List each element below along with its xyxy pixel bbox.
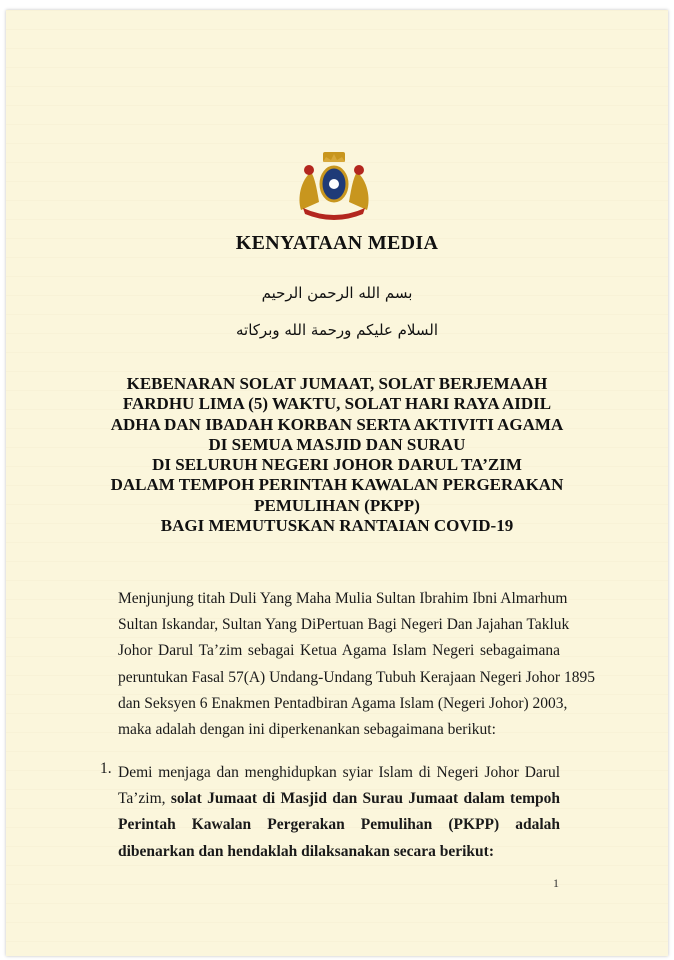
page-number: 1 (553, 876, 559, 890)
list-line-bold: solat Jumaat di Masjid dan Surau Jumaat dalam tempoh (170, 790, 561, 808)
heading-line: ADHA DAN IBADAH KORBAN SERTA AKTIVITI AGAMA (110, 414, 564, 434)
list-item-number: 1. (100, 760, 112, 777)
list-line (118, 839, 560, 865)
heading-line: DI SEMUA MASJID DAN SURAU (208, 434, 466, 454)
paragraph-line: peruntukan Fasal 57(A) Undang-Undang Tubuh Kerajaan Negeri Johor 1895 (118, 668, 595, 686)
heading-line: BAGI MEMUTUSKAN RANTAIAN COVID-19 (160, 516, 514, 536)
heading-line: DI SELURUH NEGERI JOHOR DARUL TA’ZIM (152, 455, 522, 475)
heading-line: KEBENARAN SOLAT JUMAAT, SOLAT BERJEMAAH (126, 374, 548, 393)
basmala-text: بسم الله الرحمن الرحيم (261, 284, 413, 302)
statement-heading (0, 374, 674, 536)
paragraph-line: maka adalah dengan ini diperkenankan sebagaimana berikut: (118, 721, 496, 739)
paragraph-line: dan Seksyen 6 Enakmen Pentadbiran Agama Islam (Negeri Johor) 2003, (118, 694, 568, 712)
list-line-normal: Ta’zim, (118, 790, 171, 808)
intro-paragraph (118, 586, 595, 743)
document-title: KENYATAAN MEDIA (235, 232, 439, 254)
heading-line: PEMULIHAN (PKPP) (254, 495, 420, 515)
list-item-text (118, 760, 560, 865)
list-line-bold: dibenarkan dan hendaklah dilaksanakan secara berikut: (118, 842, 494, 860)
heading-line: FARDHU LIMA (5) WAKTU, SOLAT HARI RAYA AIDIL (122, 394, 552, 414)
list-line-bold: Perintah Kawalan Pergerakan Pemulihan (PKPP) adalah (118, 816, 560, 834)
paragraph-line: Sultan Iskandar, Sultan Yang DiPertuan Bagi Negeri Dan Jajahan Takluk (118, 616, 570, 634)
salam-greeting: السلام عليكم ورحمة الله وبركاته (236, 321, 438, 339)
paragraph-line: Johor Darul Ta’zim sebagai Ketua Agama Islam Negeri sebagaimana (118, 642, 560, 660)
list-line: Demi menjaga dan menghidupkan syiar Islam di Negeri Johor Darul (118, 764, 560, 781)
state-crest-icon (289, 150, 379, 220)
paragraph-line: Menjunjung titah Duli Yang Maha Mulia Sultan Ibrahim Ibni Almarhum (118, 590, 568, 607)
heading-line: DALAM TEMPOH PERINTAH KAWALAN PERGERAKAN (110, 475, 564, 495)
list-line (118, 812, 560, 838)
list-line (118, 786, 560, 812)
